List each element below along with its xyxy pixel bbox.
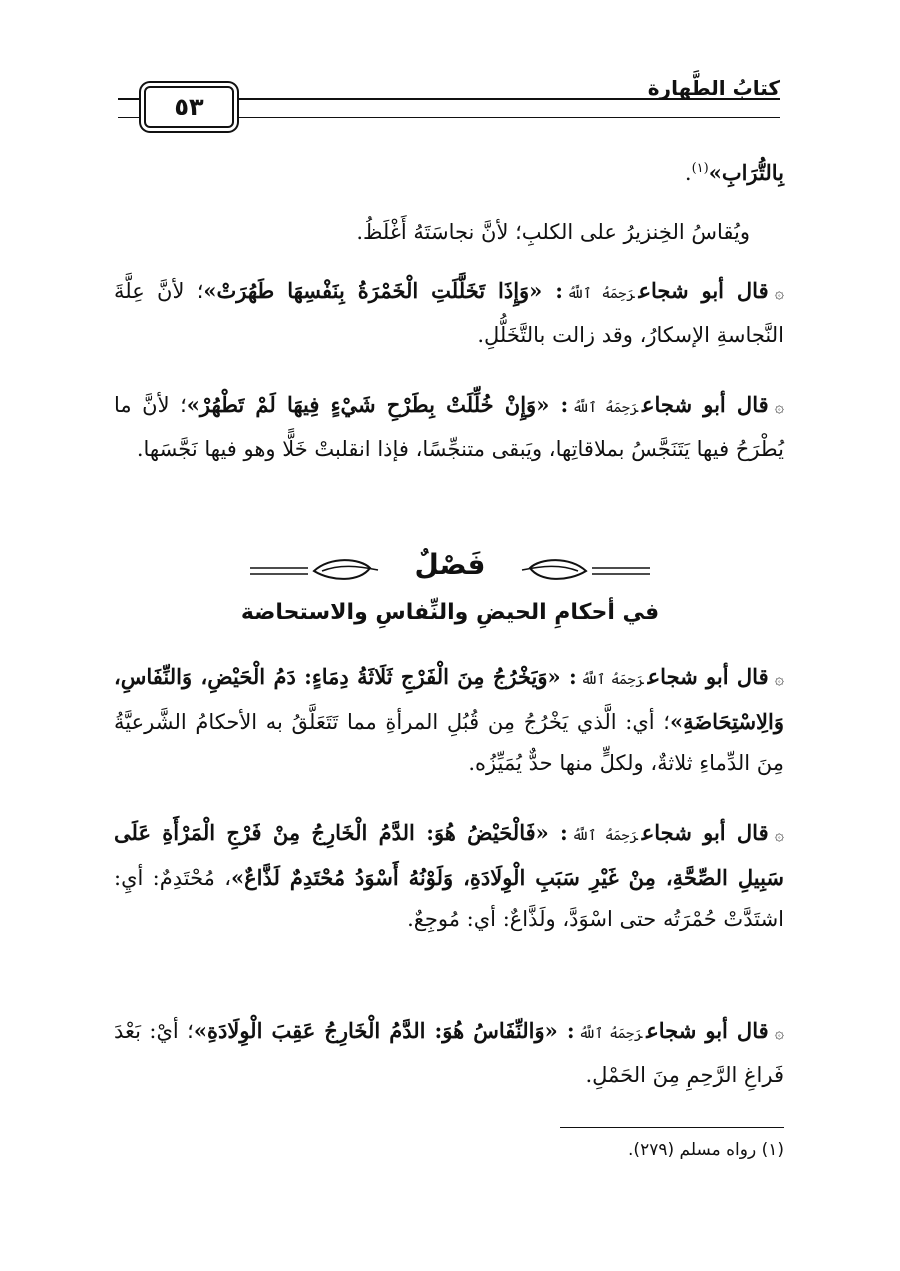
quote-text: : «فَالْحَيْضُ هُوَ: الدَّمُ الْخَارِجُ مِنْ فَرْجِ الْمَرْأَةِ عَلَى سَبِيلِ الصِّحَّةِ، مِنْ غَيْرِ سَبَبِ الْوِلَادَةِ، وَلَوْنُهُ أَسْوَدُ مُحْتَدِمٌ لَذَّاعٌ» xyxy=(114,820,785,890)
speaker-name: قال أبو شجاع xyxy=(647,664,769,689)
commentary-text: ؛ أي: الَّذي يَخْرُجُ مِن قُبُلِ المرأةِ مما تَتَعَلَّقُ به الأحكامُ الشَّرعيَّةُ مِنَ الدِّماءِ ثلاثةٌ، ولكلٍّ منها حدٌّ يُمَيِّزُه. xyxy=(114,710,784,775)
ornament-icon: ۞ xyxy=(774,825,784,844)
speaker-name: قال أبو شجاع xyxy=(641,820,769,845)
footnote-divider xyxy=(560,1127,784,1128)
honorific-glyph: رَحِمَهُ ٱللَّهُ xyxy=(578,1026,643,1042)
quote-text: : «وَيَخْرُجُ مِنَ الْفَرْجِ ثَلَاثَةُ دِمَاءٍ: دَمُ الْحَيْضِ، وَالنِّفَاسِ، وَالِاسْتِحَاضَةِ» xyxy=(114,664,784,734)
paragraph-menstruation xyxy=(114,812,784,940)
quote-text: : «وَإِذَا تَخَلَّلَتِ الْخَمْرَةُ بِنَفْسِهَا طَهُرَتْ» xyxy=(203,278,563,303)
commentary-text: ؛ أيْ: بَعْدَ فَراغِ الرَّحِمِ مِنَ الحَمْلِ. xyxy=(114,1019,784,1087)
commentary-text: ، مُحْتَدِمٌ: أيِ: اشتَدَّتْ حُمْرَتُه حتى اسْوَدَّ، ولَذَّاعٌ: أي: مُوجِعٌ. xyxy=(114,866,784,931)
commentary-text: ؛ لأنَّ ما يُطْرَحُ فيها يَتَنَجَّسُ بملاقاتِها، ويَبقى متنجِّسًا، فإذا انقلبتْ خَلًّا وهو فيها نَجَّسَها. xyxy=(114,393,784,461)
paragraph-end-of-hadith xyxy=(114,148,784,194)
commentary-text: ؛ لأنَّ عِلَّةَ النَّجاسةِ الإسكارُ، وقد زالت بالتَّخَلُّلِ. xyxy=(114,279,784,347)
paragraph-three-bloods xyxy=(114,656,784,784)
ornament-icon: ۞ xyxy=(774,1023,785,1042)
paragraph-added-substance xyxy=(114,384,784,470)
honorific-glyph: رَحِمَهُ ٱللَّهُ xyxy=(572,400,638,416)
footnote-ref: (١) xyxy=(691,161,709,176)
paragraph-wine-vinegar xyxy=(114,270,784,356)
page-number: ٥٣ xyxy=(144,86,234,128)
honorific-glyph: رَحِمَهُ ٱللَّهُ xyxy=(571,828,638,844)
paragraph-text: ويُقاسُ الخِنزيرُ على الكلبِ؛ لأنَّ نجاسَتَهُ أَغْلَظُ. xyxy=(356,220,750,244)
speaker-name: قال أبو شجاع xyxy=(641,392,769,417)
speaker-name: قال أبو شجاع xyxy=(646,1018,769,1043)
footnote: (١) رواه مسلم (٢٧٩). xyxy=(628,1140,784,1160)
speaker-name: قال أبو شجاع xyxy=(638,278,769,303)
section-subtitle: في أحكامِ الحيضِ والنِّفاسِ والاستحاضة xyxy=(240,600,660,625)
honorific-glyph: رَحِمَهُ ٱللَّهُ xyxy=(580,672,644,688)
quote-text: : «وَالنِّفَاسُ هُوَ: الدَّمُ الْخَارِجُ عَقِبَ الْوِلَادَةِ» xyxy=(193,1018,575,1043)
quote-text: بِالتُّرَابِ» xyxy=(708,160,784,185)
section-title: فَصْلٌ xyxy=(390,548,510,581)
paragraph-pig-analogy xyxy=(114,212,784,253)
paragraph-postpartum xyxy=(114,1010,784,1096)
running-header-title: كتابُ الطَّهارة xyxy=(647,76,780,100)
honorific-glyph: رَحِمَهُ ٱللَّهُ xyxy=(566,286,635,302)
ornament-icon: ۞ xyxy=(774,283,784,302)
ornament-icon: ۞ xyxy=(774,669,784,688)
period: . xyxy=(684,161,692,185)
ornament-icon: ۞ xyxy=(774,397,785,416)
quote-text: : «وَإِنْ خُلِّلَتْ بِطَرْحِ شَيْءٍ فِيهَا لَمْ تَطْهُرْ» xyxy=(186,392,569,417)
